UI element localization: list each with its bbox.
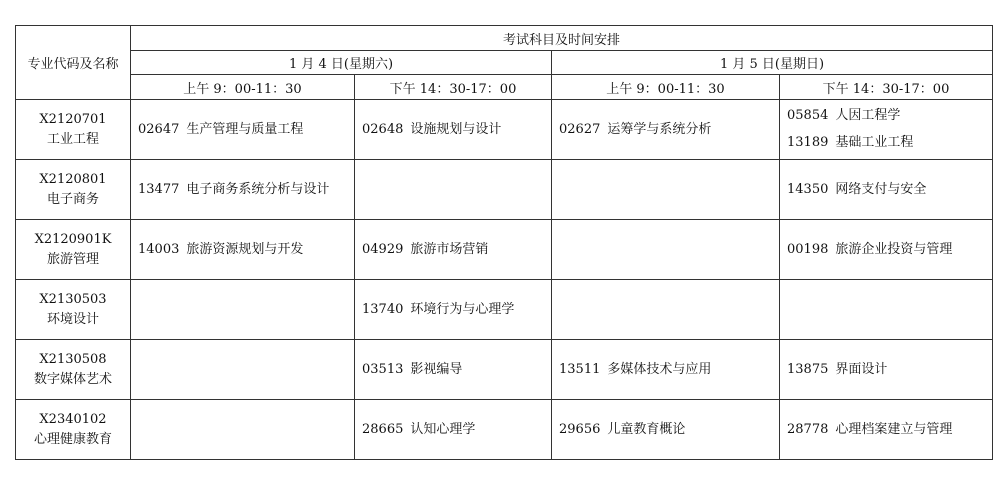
major-name: 工业工程	[46, 131, 99, 147]
exam-cell-jan-4-am	[131, 280, 355, 340]
exam-cell-jan-4-am	[131, 400, 355, 460]
major-name: 心理健康教育	[33, 431, 112, 447]
course-code: 05854	[787, 108, 829, 123]
course-entry	[138, 240, 354, 260]
course-title: 儿童教育概论	[607, 421, 686, 437]
course-entry	[362, 300, 551, 320]
major-name: 数字媒体艺术	[33, 371, 112, 387]
exam-cell-jan-5-am	[552, 220, 780, 280]
exam-cell-jan-5-pm	[780, 220, 993, 280]
course-title: 人因工程学	[835, 108, 901, 123]
course-title: 影视编导	[410, 361, 463, 377]
exam-cell-jan-4-pm	[355, 220, 552, 280]
major-code: X2130508	[39, 351, 107, 367]
course-entry	[787, 180, 992, 200]
exam-cell-jan-5-pm	[780, 160, 993, 220]
course-code: 02648	[362, 121, 404, 137]
course-entry	[362, 360, 551, 380]
major-cell	[16, 340, 131, 400]
major-column-header: 专业代码及名称	[16, 26, 131, 100]
course-entry	[362, 240, 551, 260]
course-code: 04929	[362, 241, 404, 257]
session-header-jan-4-pm: 下午 14：30-17：00	[355, 75, 552, 100]
course-title: 网络支付与安全	[835, 181, 927, 197]
exam-cell-jan-4-am	[131, 340, 355, 400]
course-code: 13189	[787, 135, 829, 150]
course-entry	[787, 360, 992, 380]
course-code: 28665	[362, 421, 404, 437]
course-title: 旅游市场营销	[410, 241, 489, 257]
major-cell	[16, 160, 131, 220]
course-title: 心理档案建立与管理	[835, 421, 953, 437]
course-code: 03513	[362, 361, 404, 377]
course-title: 电子商务系统分析与设计	[186, 181, 330, 197]
exam-cell-jan-5-am	[552, 280, 780, 340]
major-code: X2120701	[39, 111, 107, 127]
table-row	[16, 340, 993, 400]
course-code: 02627	[559, 121, 601, 137]
course-code: 13740	[362, 301, 404, 317]
exam-cell-jan-4-pm	[355, 100, 552, 160]
course-code: 02647	[138, 121, 180, 137]
exam-cell-jan-4-pm	[355, 160, 552, 220]
schedule-group-header: 考试科目及时间安排	[131, 26, 993, 51]
course-title: 基础工业工程	[835, 135, 914, 150]
major-code: X2130503	[39, 291, 107, 307]
major-cell	[16, 220, 131, 280]
course-entry	[787, 240, 992, 260]
course-code: 00198	[787, 241, 829, 257]
course-title: 多媒体技术与应用	[607, 361, 712, 377]
course-code: 29656	[559, 421, 601, 437]
table-row	[16, 400, 993, 460]
course-code: 14003	[138, 241, 180, 257]
course-entry	[559, 360, 779, 380]
course-entry	[559, 420, 779, 440]
course-title: 环境行为与心理学	[410, 301, 515, 317]
table-row	[16, 220, 993, 280]
course-entry	[559, 120, 779, 140]
course-title: 生产管理与质量工程	[186, 121, 304, 137]
course-entry	[138, 180, 354, 200]
exam-cell-jan-4-am	[131, 160, 355, 220]
exam-cell-jan-5-pm	[780, 400, 993, 460]
exam-cell-jan-5-am	[552, 100, 780, 160]
course-code: 13477	[138, 181, 180, 197]
course-code: 14350	[787, 181, 829, 197]
major-code: X2340102	[39, 411, 107, 427]
exam-cell-jan-5-am	[552, 340, 780, 400]
course-entry	[787, 106, 992, 126]
exam-cell-jan-5-am	[552, 160, 780, 220]
exam-cell-jan-5-pm	[780, 280, 993, 340]
course-entry	[138, 120, 354, 140]
table-row	[16, 280, 993, 340]
course-title: 认知心理学	[410, 421, 476, 437]
course-title: 界面设计	[835, 361, 888, 377]
exam-cell-jan-4-am	[131, 220, 355, 280]
major-cell	[16, 280, 131, 340]
table-row	[16, 160, 993, 220]
day-header-jan-5: 1 月 5 日(星期日)	[552, 51, 993, 75]
major-name: 环境设计	[46, 311, 99, 327]
exam-cell-jan-4-pm	[355, 340, 552, 400]
course-title: 旅游资源规划与开发	[186, 241, 304, 257]
exam-cell-jan-5-am	[552, 400, 780, 460]
course-code: 28778	[787, 421, 829, 437]
course-code: 13511	[559, 361, 601, 377]
session-header-jan-4-am: 上午 9：00-11：30	[131, 75, 355, 100]
course-code: 13875	[787, 361, 829, 377]
exam-cell-jan-4-pm	[355, 280, 552, 340]
day-header-jan-4: 1 月 4 日(星期六)	[131, 51, 552, 75]
major-cell	[16, 400, 131, 460]
course-title: 运筹学与系统分析	[607, 121, 712, 137]
course-title: 设施规划与设计	[410, 121, 502, 137]
exam-schedule-table	[15, 25, 993, 460]
schedule-rows	[16, 100, 993, 460]
session-header-jan-5-pm: 下午 14：30-17：00	[780, 75, 993, 100]
exam-cell-jan-4-am	[131, 100, 355, 160]
course-entry	[362, 420, 551, 440]
exam-cell-jan-4-pm	[355, 400, 552, 460]
major-cell	[16, 100, 131, 160]
major-name: 旅游管理	[46, 251, 99, 267]
major-name: 电子商务	[46, 191, 99, 207]
major-code: X2120901K	[34, 231, 112, 247]
exam-cell-jan-5-pm	[780, 340, 993, 400]
course-entry	[787, 133, 992, 153]
table-row	[16, 100, 993, 160]
course-entry	[787, 420, 992, 440]
major-code: X2120801	[39, 171, 107, 187]
course-entry	[362, 120, 551, 140]
exam-cell-jan-5-pm	[780, 100, 993, 160]
session-header-jan-5-am: 上午 9：00-11：30	[552, 75, 780, 100]
course-title: 旅游企业投资与管理	[835, 241, 953, 257]
